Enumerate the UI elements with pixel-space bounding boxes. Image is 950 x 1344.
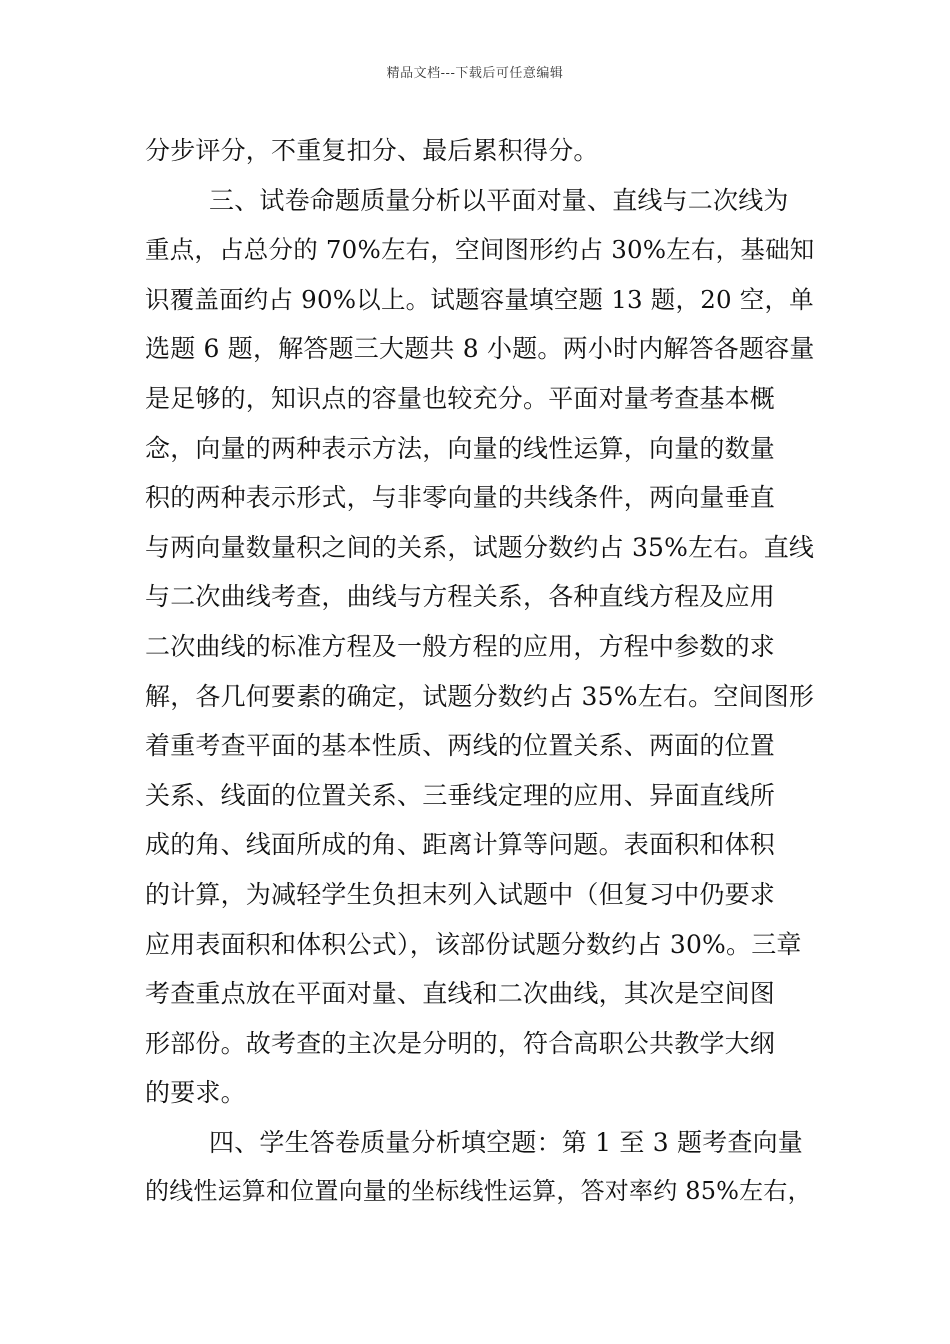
text-line: 二次曲线的标准方程及一般方程的应用，方程中参数的求 — [145, 631, 776, 661]
text-line: 的要求。 — [145, 1078, 246, 1108]
text-line: 念，向量的两种表示方法，向量的线性运算，向量的数量 — [145, 433, 776, 463]
text-line: 考查重点放在平面对量、直线和二次曲线，其次是空间图 — [145, 979, 776, 1009]
text-line: 重点，占总分的 70%左右，空间图形约占 30%左右，基础知 — [145, 235, 815, 265]
page-header: 精品文档---下载后可任意编辑 — [386, 66, 564, 81]
text-line: 积的两种表示形式，与非零向量的共线条件，两向量垂直 — [145, 483, 776, 513]
text-line: 应用表面积和体积公式），该部份试题分数约占 30%。三章 — [145, 929, 802, 959]
text-line: 是足够的，知识点的容量也较充分。平面对量考查基本概 — [145, 383, 776, 413]
document-body — [145, 126, 815, 1217]
text-line: 着重考查平面的基本性质、两线的位置关系、两面的位置 — [145, 731, 776, 761]
text-line: 成的角、线面所成的角、距离计算等问题。表面积和体积 — [145, 830, 776, 860]
text-line: 选题 6 题，解答题三大题共 8 小题。两小时内解答各题容量 — [145, 334, 815, 364]
text-line: 与二次曲线考查，曲线与方程关系，各种直线方程及应用 — [145, 582, 776, 612]
text-line: 解，各几何要素的确定，试题分数约占 35%左右。空间图形 — [145, 681, 815, 711]
text-line: 三、试卷命题质量分析以平面对量、直线与二次线为 — [209, 185, 789, 215]
text-line: 形部份。故考查的主次是分明的，符合高职公共教学大纲 — [145, 1028, 776, 1058]
text-line: 关系、线面的位置关系、三垂线定理的应用、异面直线所 — [145, 780, 776, 810]
text-line: 分步评分，不重复扣分、最后累积得分。 — [145, 136, 599, 165]
text-line: 的计算，为减轻学生负担末列入试题中（但复习中仍要求 — [145, 879, 776, 909]
text-line: 与两向量数量积之间的关系，试题分数约占 35%左右。直线 — [145, 532, 815, 562]
text-line: 识覆盖面约占 90%以上。试题容量填空题 13 题，20 空，单 — [145, 284, 814, 314]
text-line: 的线性运算和位置向量的坐标线性运算，答对率约 85%左右， — [145, 1177, 812, 1206]
text-line: 四、学生答卷质量分析填空题：第 1 至 3 题考查向量 — [209, 1127, 804, 1157]
